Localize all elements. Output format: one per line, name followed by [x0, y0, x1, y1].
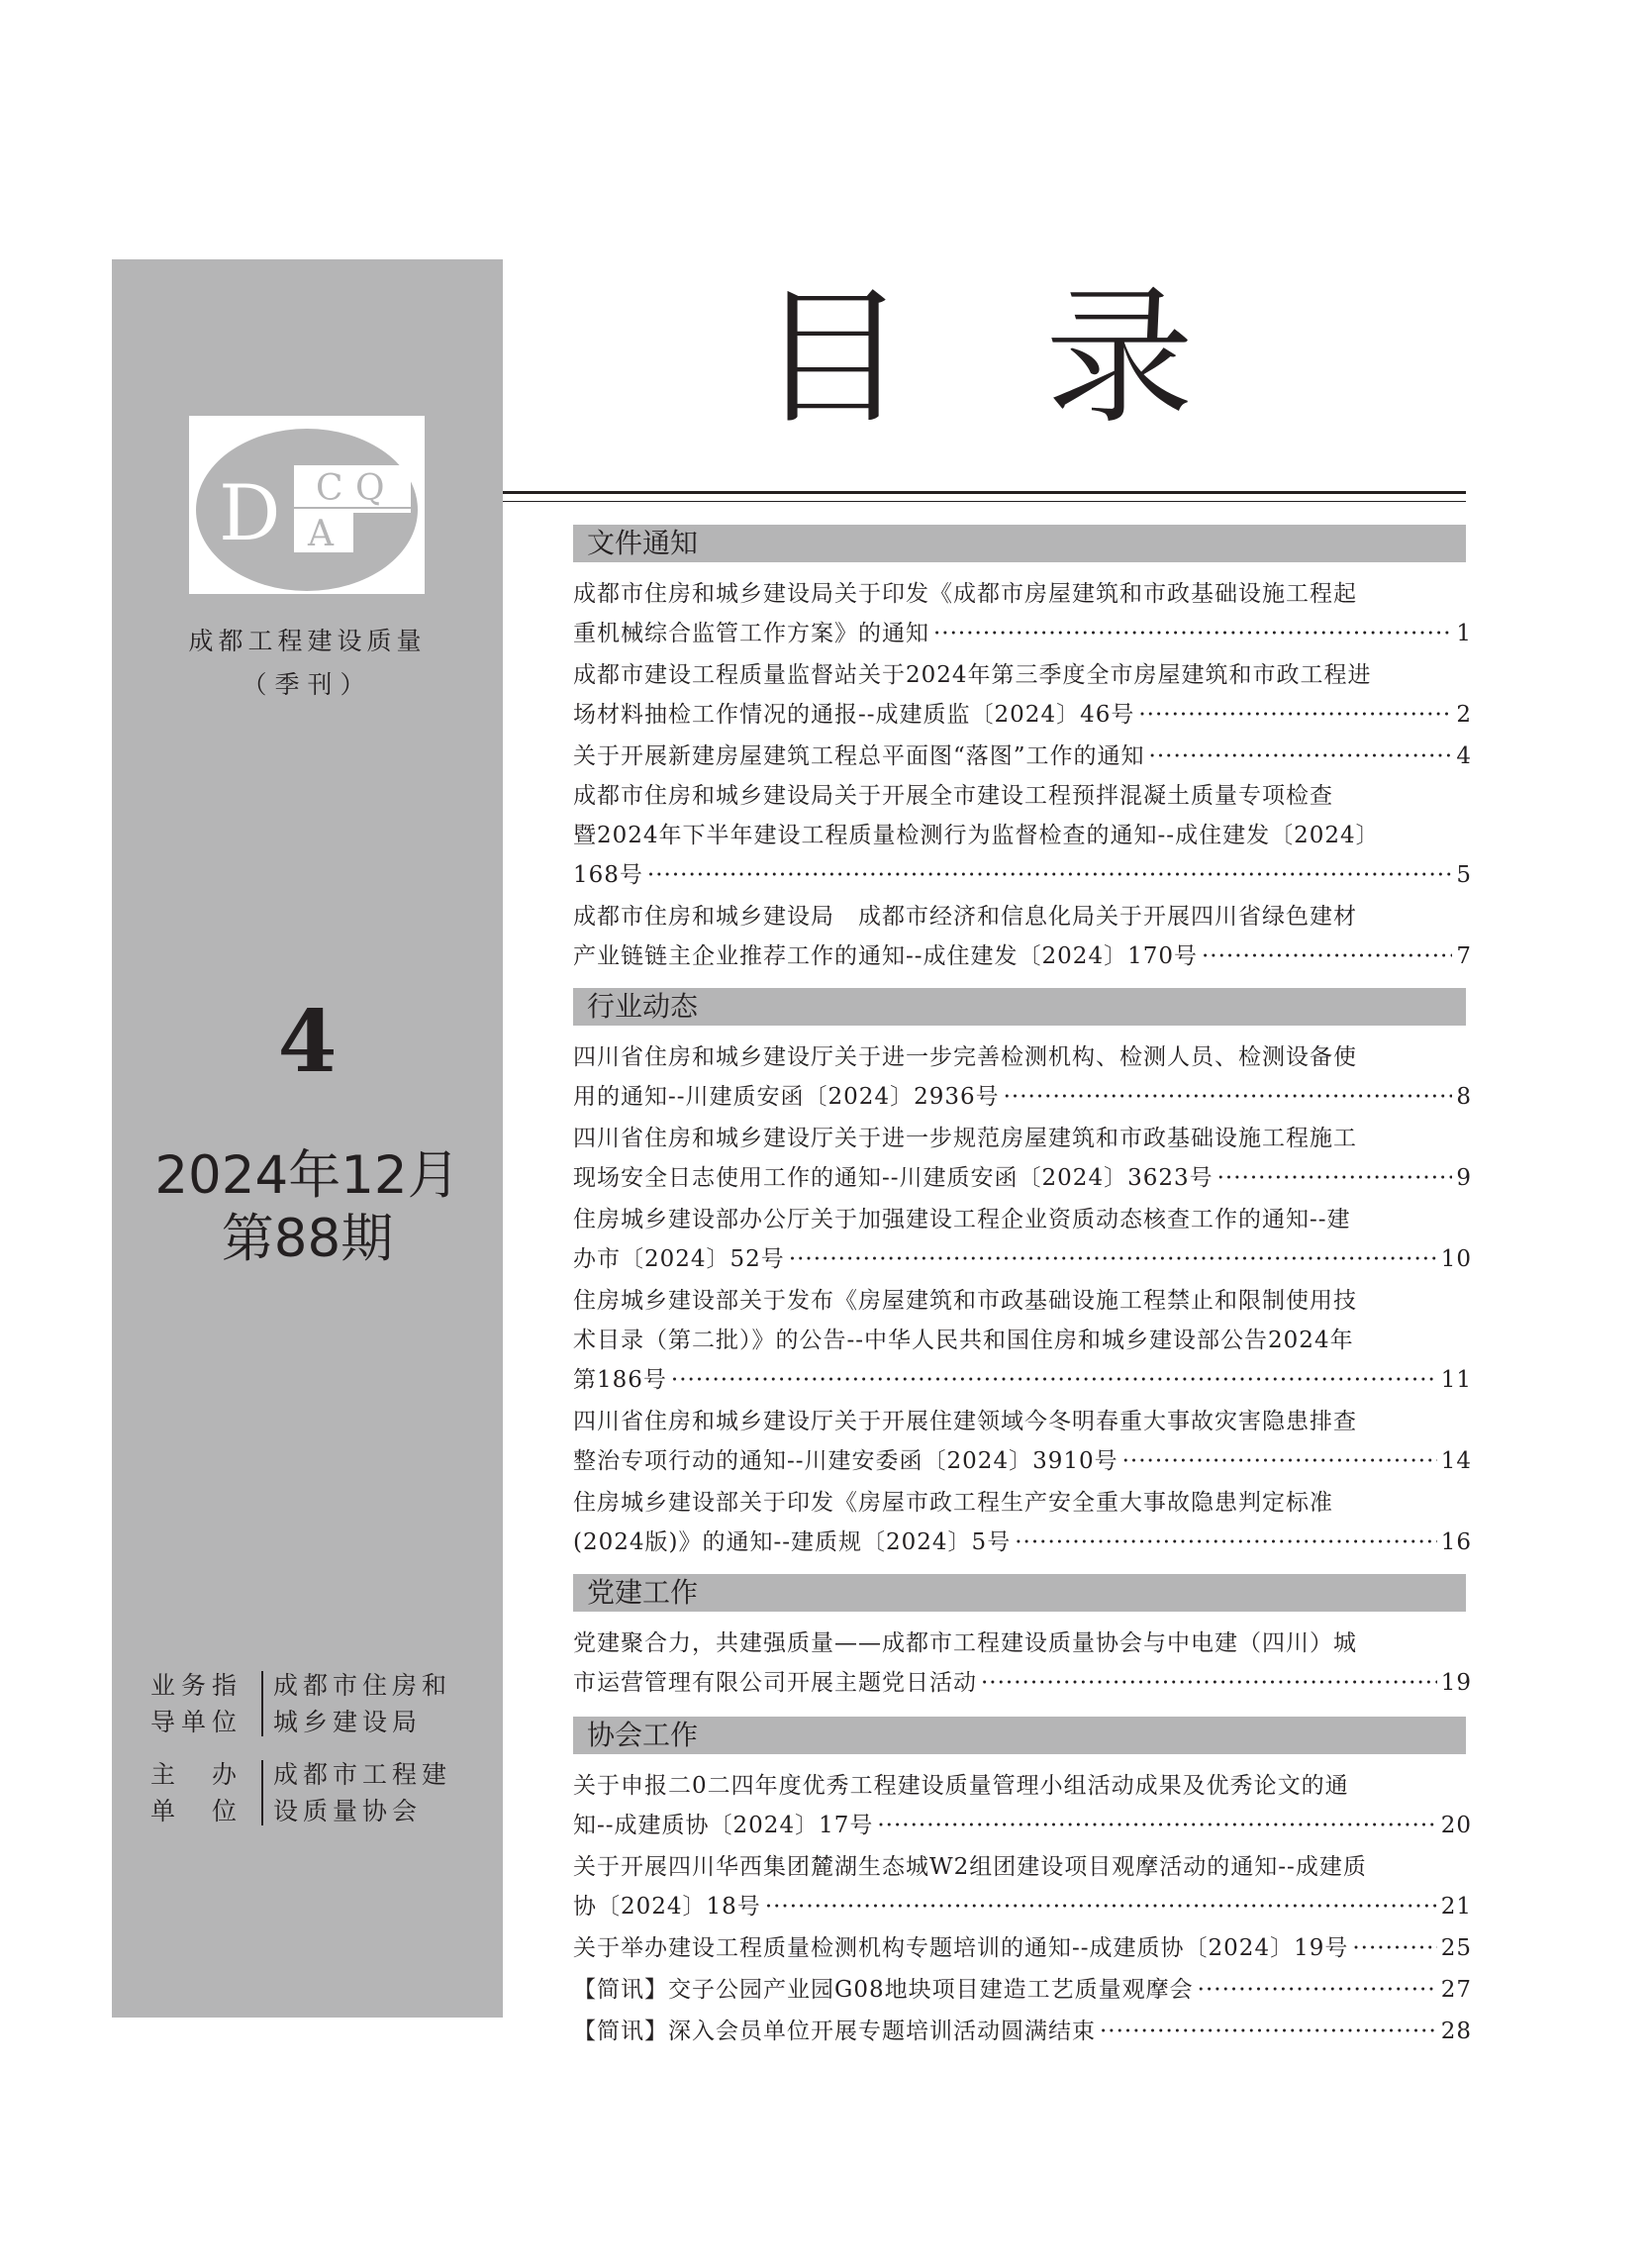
toc-title: 目录 — [758, 272, 1333, 444]
entry-line: 成都市住房和城乡建设局 成都市经济和信息化局关于开展四川省绿色建材 — [573, 904, 1357, 930]
entry-line: 现场安全日志使用工作的通知--川建质安函〔2024〕3623号 — [573, 1165, 1214, 1191]
sidebar — [112, 259, 503, 2018]
page-number: 10 — [1440, 1246, 1472, 1272]
page-number: 5 — [1456, 862, 1472, 888]
page-number: 2 — [1456, 702, 1472, 728]
page-number: 14 — [1440, 1448, 1472, 1474]
entry-line: 整治专项行动的通知--川建安委函〔2024〕3910号 — [573, 1448, 1118, 1474]
entry-line: 暨2024年下半年建设工程质量检测行为监督检查的通知--成住建发〔2024〕 — [573, 823, 1380, 848]
entry-line: 关于开展新建房屋建筑工程总平面图“落图”工作的通知 — [573, 743, 1145, 769]
toc-entry[interactable] — [573, 1624, 1472, 1703]
entry-line: 用的通知--川建质安函〔2024〕2936号 — [573, 1084, 1000, 1110]
entry-line: 关于申报二0二四年度优秀工程建设质量管理小组活动成果及优秀论文的通 — [573, 1773, 1349, 1799]
entry-line: 【简讯】深入会员单位开展专题培训活动圆满结束 — [573, 2019, 1096, 2044]
leader-dots — [765, 1887, 1437, 1926]
entry-line: 术目录（第二批）》的公告--中华人民共和国住房和城乡建设部公告2024年 — [573, 1328, 1354, 1353]
logo-letter-q: Q — [355, 468, 385, 509]
toc-entry[interactable] — [573, 1928, 1472, 1968]
toc-entry[interactable] — [573, 776, 1472, 895]
leader-dots — [877, 1806, 1436, 1845]
entry-line: 四川省住房和城乡建设厅关于进一步规范房屋建筑和市政基础设施工程施工 — [573, 1126, 1357, 1151]
entry-line: 【简讯】交子公园产业园G08地块项目建造工艺质量观摩会 — [573, 1977, 1194, 2003]
toc-entry[interactable] — [573, 1200, 1472, 1279]
page-number: 27 — [1440, 1977, 1472, 2003]
toc-entry[interactable] — [573, 1402, 1472, 1481]
leader-dots — [933, 614, 1452, 653]
publication-name: 成都工程建设质量 — [188, 627, 427, 655]
logo-letter-c: C — [316, 468, 343, 509]
toc-entry[interactable] — [573, 574, 1472, 653]
page-number: 11 — [1440, 1367, 1472, 1393]
toc-entry[interactable] — [573, 1766, 1472, 1845]
leader-dots — [1138, 695, 1452, 735]
entry-line: 关于举办建设工程质量检测机构专题培训的通知--成建质协〔2024〕19号 — [573, 1935, 1349, 1961]
organizer-label: 主 办 单 位 — [150, 1760, 243, 1825]
entry-line: 市运营管理有限公司开展主题党日活动 — [573, 1670, 977, 1696]
publication-frequency: （季刊） — [242, 670, 373, 699]
organizer-value: 成都市工程建 设质量协会 — [273, 1760, 452, 1825]
leader-dots — [671, 1360, 1437, 1400]
leader-dots — [789, 1239, 1437, 1279]
page-number: 4 — [1456, 743, 1472, 769]
page-number: 20 — [1440, 1813, 1472, 1838]
entry-line: 场材料抽检工作情况的通报--成建质监〔2024〕46号 — [573, 702, 1135, 728]
section-title: 文件通知 — [587, 527, 699, 559]
entry-line: 关于开展四川华西集团麓湖生态城W2组团建设项目观摩活动的通知--成建质 — [573, 1854, 1367, 1880]
entry-line: 住房城乡建设部关于印发《房屋市政工程生产安全重大事故隐患判定标准 — [573, 1490, 1333, 1516]
toc-entry[interactable] — [573, 1970, 1472, 2010]
leader-dots — [1149, 737, 1453, 776]
section-header — [573, 1574, 1466, 1612]
toc-entry[interactable] — [573, 737, 1472, 776]
cqa-logo — [189, 416, 425, 594]
leader-dots — [1202, 936, 1452, 976]
title-rule-thin — [503, 501, 1466, 502]
entry-line: 协〔2024〕18号 — [573, 1894, 761, 1920]
page-number: 16 — [1440, 1529, 1472, 1555]
entry-line: 知--成建质协〔2024〕17号 — [573, 1813, 874, 1838]
leader-dots — [1004, 1077, 1453, 1117]
logo-letter-a: A — [308, 514, 334, 554]
page-number: 21 — [1440, 1894, 1472, 1920]
guidance-unit-value: 成都市住房和 城乡建设局 — [273, 1671, 452, 1736]
toc-entry[interactable] — [573, 897, 1472, 976]
info-divider — [261, 1760, 263, 1825]
entry-line: 成都市住房和城乡建设局关于开展全市建设工程预拌混凝土质量专项检查 — [573, 783, 1333, 809]
entry-line: 党建聚合力，共建强质量——成都市工程建设质量协会与中电建（四川）城 — [573, 1630, 1357, 1656]
issue-no: 第88期 — [221, 1209, 394, 1269]
section-header — [573, 525, 1466, 562]
leader-dots — [1015, 1523, 1437, 1562]
guidance-unit-label: 业务指 导单位 — [150, 1671, 243, 1736]
entry-line: (2024版)》的通知--建质规〔2024〕5号 — [573, 1529, 1012, 1555]
info-divider — [261, 1671, 263, 1736]
leader-dots — [647, 855, 1452, 895]
toc-entry[interactable] — [573, 1281, 1472, 1400]
leader-dots — [1100, 2012, 1437, 2051]
entry-line: 第186号 — [573, 1367, 667, 1393]
page-number: 1 — [1456, 621, 1472, 646]
entry-line: 四川省住房和城乡建设厅关于进一步完善检测机构、检测人员、检测设备使 — [573, 1044, 1357, 1070]
issue-number: 4 — [277, 992, 338, 1092]
page-number: 7 — [1456, 943, 1472, 969]
entry-line: 产业链链主企业推荐工作的通知--成住建发〔2024〕170号 — [573, 943, 1198, 969]
entry-line: 办市〔2024〕52号 — [573, 1246, 785, 1272]
toc-entry[interactable] — [573, 1483, 1472, 1562]
toc-entry[interactable] — [573, 1119, 1472, 1198]
section-header — [573, 988, 1466, 1026]
entry-line: 168号 — [573, 862, 643, 888]
entry-line: 重机械综合监管工作方案》的通知 — [573, 621, 929, 646]
leader-dots — [1122, 1441, 1437, 1481]
leader-dots — [1198, 1970, 1437, 2010]
entry-line: 成都市住房和城乡建设局关于印发《成都市房屋建筑和市政基础设施工程起 — [573, 581, 1357, 607]
section-header — [573, 1717, 1466, 1754]
entry-line: 四川省住房和城乡建设厅关于开展住建领域今冬明春重大事故灾害隐患排查 — [573, 1409, 1357, 1434]
entry-line: 住房城乡建设部关于发布《房屋建筑和市政基础设施工程禁止和限制使用技 — [573, 1288, 1357, 1314]
toc-entry[interactable] — [573, 1847, 1472, 1926]
section-title: 行业动态 — [587, 990, 699, 1023]
toc-entry[interactable] — [573, 2012, 1472, 2051]
page-number: 19 — [1440, 1670, 1472, 1696]
leader-dots — [981, 1663, 1437, 1703]
entry-line: 住房城乡建设部办公厅关于加强建设工程企业资质动态核查工作的通知--建 — [573, 1207, 1351, 1232]
section-title: 协会工作 — [587, 1719, 699, 1751]
entry-line: 成都市建设工程质量监督站关于2024年第三季度全市房屋建筑和市政工程进 — [573, 662, 1372, 688]
section-title: 党建工作 — [587, 1576, 699, 1609]
logo-letter-d: D — [219, 469, 281, 558]
toc-entry[interactable] — [573, 655, 1472, 735]
issue-date: 2024年12月 — [154, 1145, 460, 1206]
page-number: 25 — [1440, 1935, 1472, 1961]
title-rule — [503, 491, 1466, 494]
page-number: 8 — [1456, 1084, 1472, 1110]
toc-entry[interactable] — [573, 1037, 1472, 1117]
leader-dots — [1352, 1928, 1436, 1968]
leader-dots — [1217, 1158, 1453, 1198]
page-number: 28 — [1440, 2019, 1472, 2044]
page-number: 9 — [1456, 1165, 1472, 1191]
